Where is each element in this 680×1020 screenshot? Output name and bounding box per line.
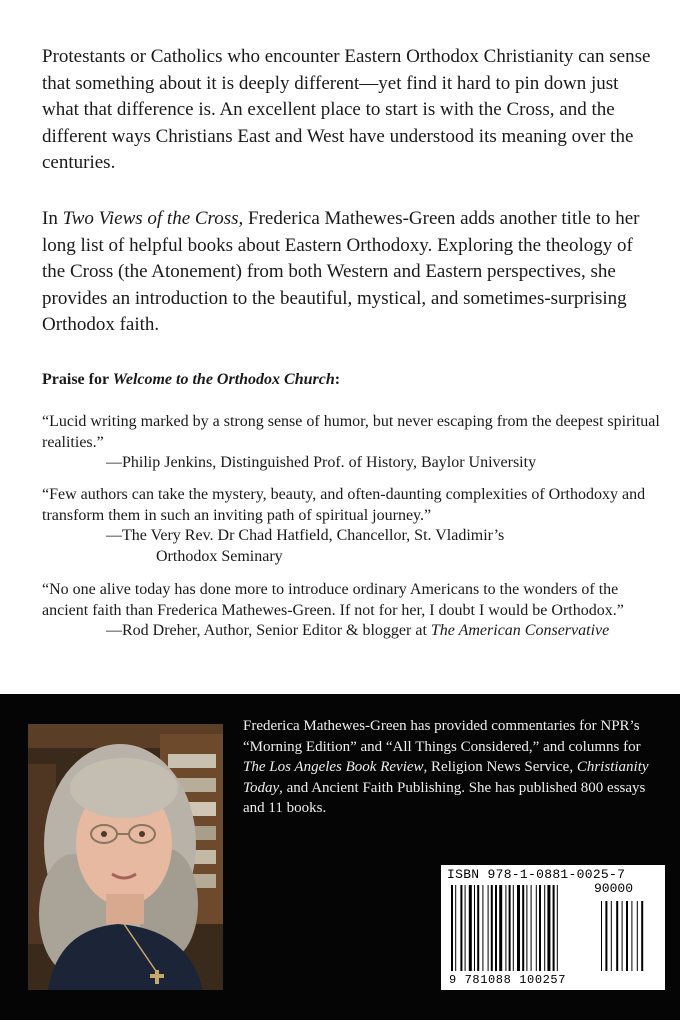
barcode-bar	[539, 885, 541, 971]
praise-heading-colon: :	[334, 371, 341, 388]
praise-heading-lead: Praise for	[42, 371, 113, 388]
author-bio	[243, 716, 663, 819]
addon-bar	[611, 901, 612, 971]
isbn-barcode	[441, 865, 665, 990]
praise-heading	[42, 371, 340, 389]
isbn-addon-price-code: 90000	[594, 881, 634, 896]
quote-text: “Lucid writing marked by a strong sense of humor, but never escaping from the deepest spiritual realities.”	[42, 413, 660, 451]
barcode-bar	[526, 885, 527, 971]
barcode-bar	[474, 885, 475, 971]
barcode-bar	[557, 885, 558, 971]
paragraph-2-body: , Frederica Mathewes-Green adds another title to her long list of helpful books about Eastern Orthodoxy. Exploring the theology of the Cross (the Atonement) from both Western and Eastern perspectives, she provides an introduction to the beautiful, mystical, and sometimes-surprising Orthodox faith.	[42, 208, 640, 335]
barcode-bar	[465, 885, 466, 971]
addon-bar	[605, 901, 607, 971]
barcode-bar	[460, 885, 462, 971]
barcode-bar	[517, 885, 520, 971]
book-title: Two Views of the Cross	[62, 208, 239, 229]
barcode-bar	[499, 885, 502, 971]
bio-text: , Religion News Service,	[423, 759, 577, 776]
barcode-bar	[491, 885, 493, 971]
barcode-bar	[477, 885, 479, 971]
barcode-bar	[455, 885, 456, 971]
barcode-bar	[469, 885, 472, 971]
quote-attribution: —The Very Rev. Dr Chad Hatfield, Chancellor, St. Vladimir’s	[106, 527, 505, 544]
barcode-bar	[509, 885, 511, 971]
bio-text: Frederica Mathewes-Green has provided commentaries for NPR’s “Morning Edition” and “All Things Considered,” and columns for	[243, 718, 641, 755]
barcode-bar	[547, 885, 550, 971]
addon-bar	[622, 901, 623, 971]
praise-quote-2	[42, 485, 662, 567]
barcode-bar	[505, 885, 506, 971]
addon-bar	[631, 901, 632, 971]
description-paragraph-1: Protestants or Catholics who encounter Eastern Orthodox Christianity can sense that something about it is deeply different—yet find it hard to pin down just what that difference is. An excellent place to start is with the Cross, and the different ways Christians East and West have understood its meaning over the centuries.	[42, 46, 651, 173]
praise-quote-3	[42, 580, 662, 642]
barcode-bar	[495, 885, 497, 971]
attribution-lead: —Rod Dreher, Author, Senior Editor & blogger at	[106, 622, 431, 639]
author-photo	[28, 724, 223, 990]
addon-bar	[616, 901, 618, 971]
praise-quote-1	[42, 412, 662, 474]
quote-text: “No one alive today has done more to introduce ordinary Americans to the wonders of the ancient faith than Frederica Mathewes-Green. If not for her, I doubt I would be Orthodox.”	[42, 581, 624, 619]
ean-digits: 9 781088 100257	[449, 973, 567, 987]
barcode-bar	[513, 885, 514, 971]
quote-text: “Few authors can take the mystery, beauty, and often-daunting complexities of Orthodoxy and transform them in such an inviting path of spiritual journey.”	[42, 486, 646, 524]
quote-attribution: —Philip Jenkins, Distinguished Prof. of History, Baylor University	[106, 454, 537, 471]
quote-attribution-continued: Orthodox Seminary	[156, 547, 283, 565]
barcode-bar	[482, 885, 483, 971]
quote-attribution	[42, 621, 662, 642]
addon-bar	[637, 901, 638, 971]
paragraph-2-lead: In	[42, 208, 63, 229]
barcode-bar	[522, 885, 524, 971]
barcode-bar	[544, 885, 545, 971]
bio-text: , and Ancient Faith Publishing. She has published 800 essays and 11 books.	[243, 779, 646, 817]
bio-publication: The Los Angeles Book Review	[243, 759, 424, 776]
bio-publication: Christianity Today	[243, 759, 649, 796]
attribution-publication: The American Conservative	[430, 622, 610, 639]
addon-bar	[641, 901, 643, 971]
barcode-bar	[451, 885, 453, 971]
isbn-number: ISBN 978-1-0881-0025-7	[447, 867, 626, 882]
barcode-bar	[553, 885, 555, 971]
author-portrait-illustration	[28, 724, 223, 990]
barcode-bar	[488, 885, 489, 971]
barcode-bar	[531, 885, 532, 971]
barcode-bar	[536, 885, 537, 971]
addon-bar	[626, 901, 628, 971]
addon-bar	[601, 901, 602, 971]
description-paragraph-2	[42, 206, 652, 339]
praise-heading-title: Welcome to the Orthodox Church	[112, 371, 335, 388]
